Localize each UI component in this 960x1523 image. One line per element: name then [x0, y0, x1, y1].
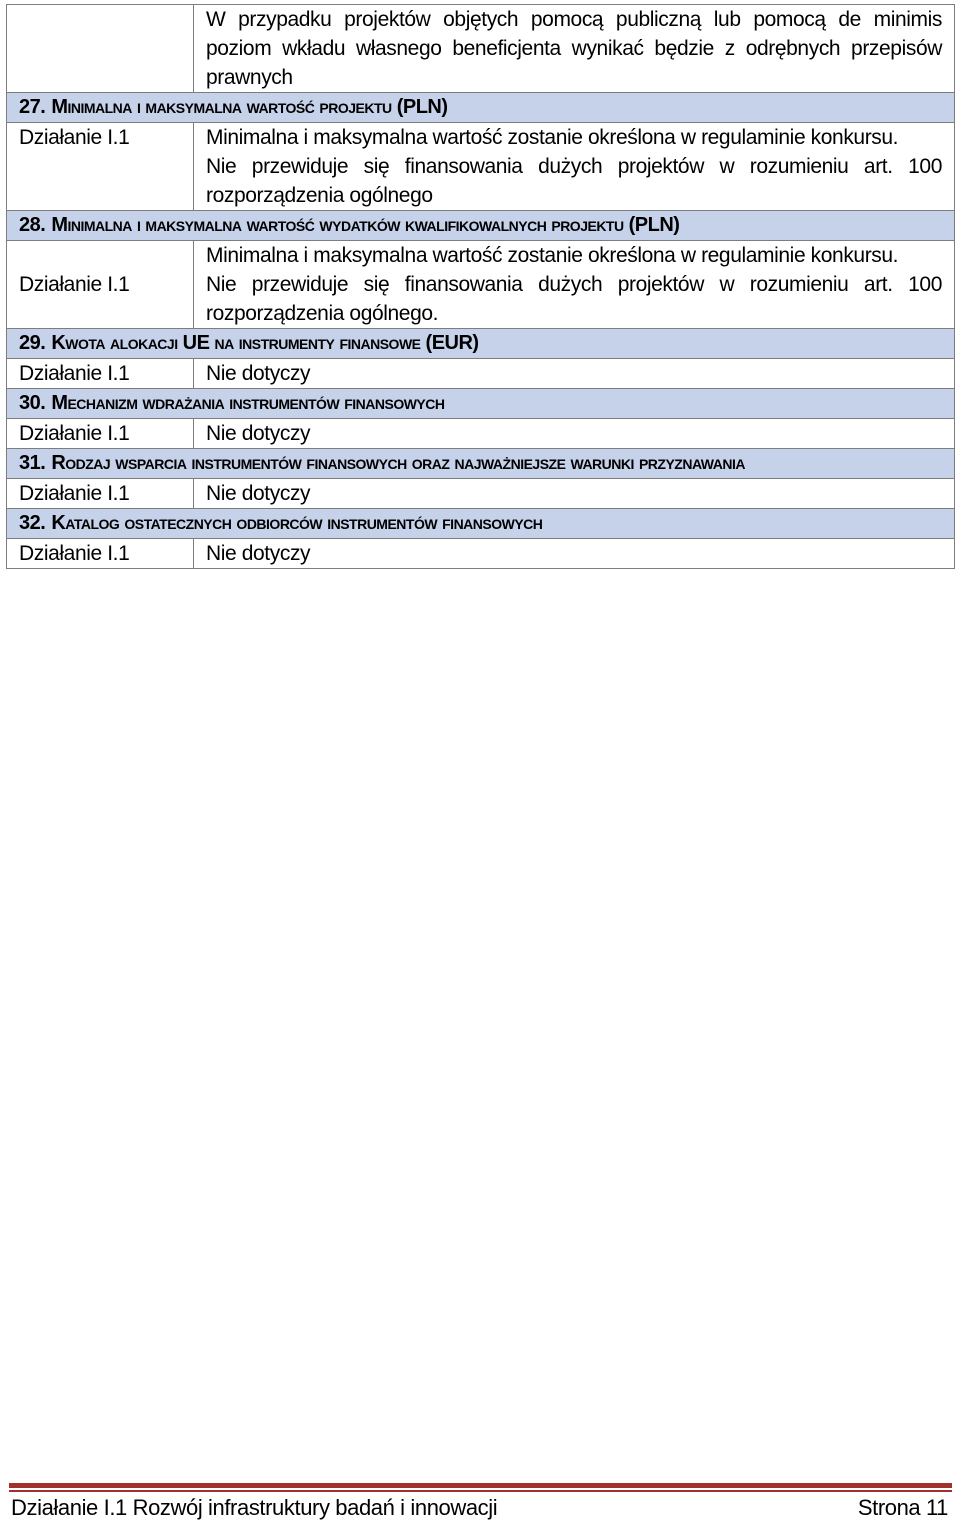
section-number: 27. — [19, 96, 46, 118]
row-label: Działanie I.1 — [7, 123, 194, 211]
row-label: Działanie I.1 — [7, 241, 194, 329]
row-content — [194, 241, 955, 329]
table-row — [7, 241, 955, 329]
section-title: Minimalna i maksymalna wartość projektu (PLN) — [51, 96, 448, 118]
row-label: Działanie I.1 — [7, 539, 194, 569]
row-content: Nie dotyczy — [194, 419, 955, 449]
section-number: 31. — [19, 452, 46, 474]
section-title: Rodzaj wsparcia instrumentów finansowych oraz najważniejsze warunki przyznawania — [51, 452, 745, 474]
row-content-line: Nie przewiduje się finansowania dużych projektów w rozumieniu art. 100 rozporządzenia ogólnego — [206, 155, 942, 207]
table-row — [7, 479, 955, 509]
section-number: 28. — [19, 214, 46, 236]
section-header-29 — [7, 329, 955, 359]
section-header-31 — [7, 449, 955, 479]
row-content — [194, 123, 955, 211]
row-label: Działanie I.1 — [7, 359, 194, 389]
row-content: Nie dotyczy — [194, 539, 955, 569]
section-title: Mechanizm wdrażania instrumentów finansowych — [51, 392, 445, 414]
footer-title: Działanie I.1 Rozwój infrastruktury badań i innowacji — [11, 1495, 498, 1520]
row-content: Nie dotyczy — [194, 479, 955, 509]
section-number: 29. — [19, 332, 46, 354]
document-table — [6, 4, 955, 569]
section-number: 32. — [19, 512, 46, 534]
row-content-line: Nie przewiduje się finansowania dużych projektów w rozumieniu art. 100 rozporządzenia ogólnego. — [206, 273, 942, 325]
row-content: Nie dotyczy — [194, 359, 955, 389]
row-label — [7, 5, 194, 93]
section-title: Kwota alokacji UE na instrumenty finansowe (EUR) — [51, 332, 479, 354]
row-label: Działanie I.1 — [7, 419, 194, 449]
row-content: W przypadku projektów objętych pomocą publiczną lub pomocą de minimis poziom wkładu własnego beneficjenta wynikać będzie z odrębnych przepisów prawnych — [194, 5, 955, 93]
row-content-line: Minimalna i maksymalna wartość zostanie określona w regulaminie konkursu. — [206, 126, 899, 149]
page-number: Strona 11 — [857, 1495, 948, 1520]
section-title: Minimalna i maksymalna wartość wydatków kwalifikowalnych projektu (PLN) — [51, 214, 680, 236]
footer-divider — [9, 1483, 952, 1488]
table-row — [7, 539, 955, 569]
section-number: 30. — [19, 392, 46, 414]
footer-divider-thin — [9, 1490, 952, 1492]
table-row — [7, 5, 955, 93]
table-row — [7, 419, 955, 449]
row-label: Działanie I.1 — [7, 479, 194, 509]
section-header-28 — [7, 211, 955, 241]
row-content-line: Minimalna i maksymalna wartość zostanie określona w regulaminie konkursu. — [206, 244, 899, 267]
section-title: Katalog ostatecznych odbiorców instrumentów finansowych — [51, 512, 543, 534]
table-row — [7, 359, 955, 389]
section-header-27 — [7, 93, 955, 123]
section-header-30 — [7, 389, 955, 419]
table-row — [7, 123, 955, 211]
section-header-32 — [7, 509, 955, 539]
